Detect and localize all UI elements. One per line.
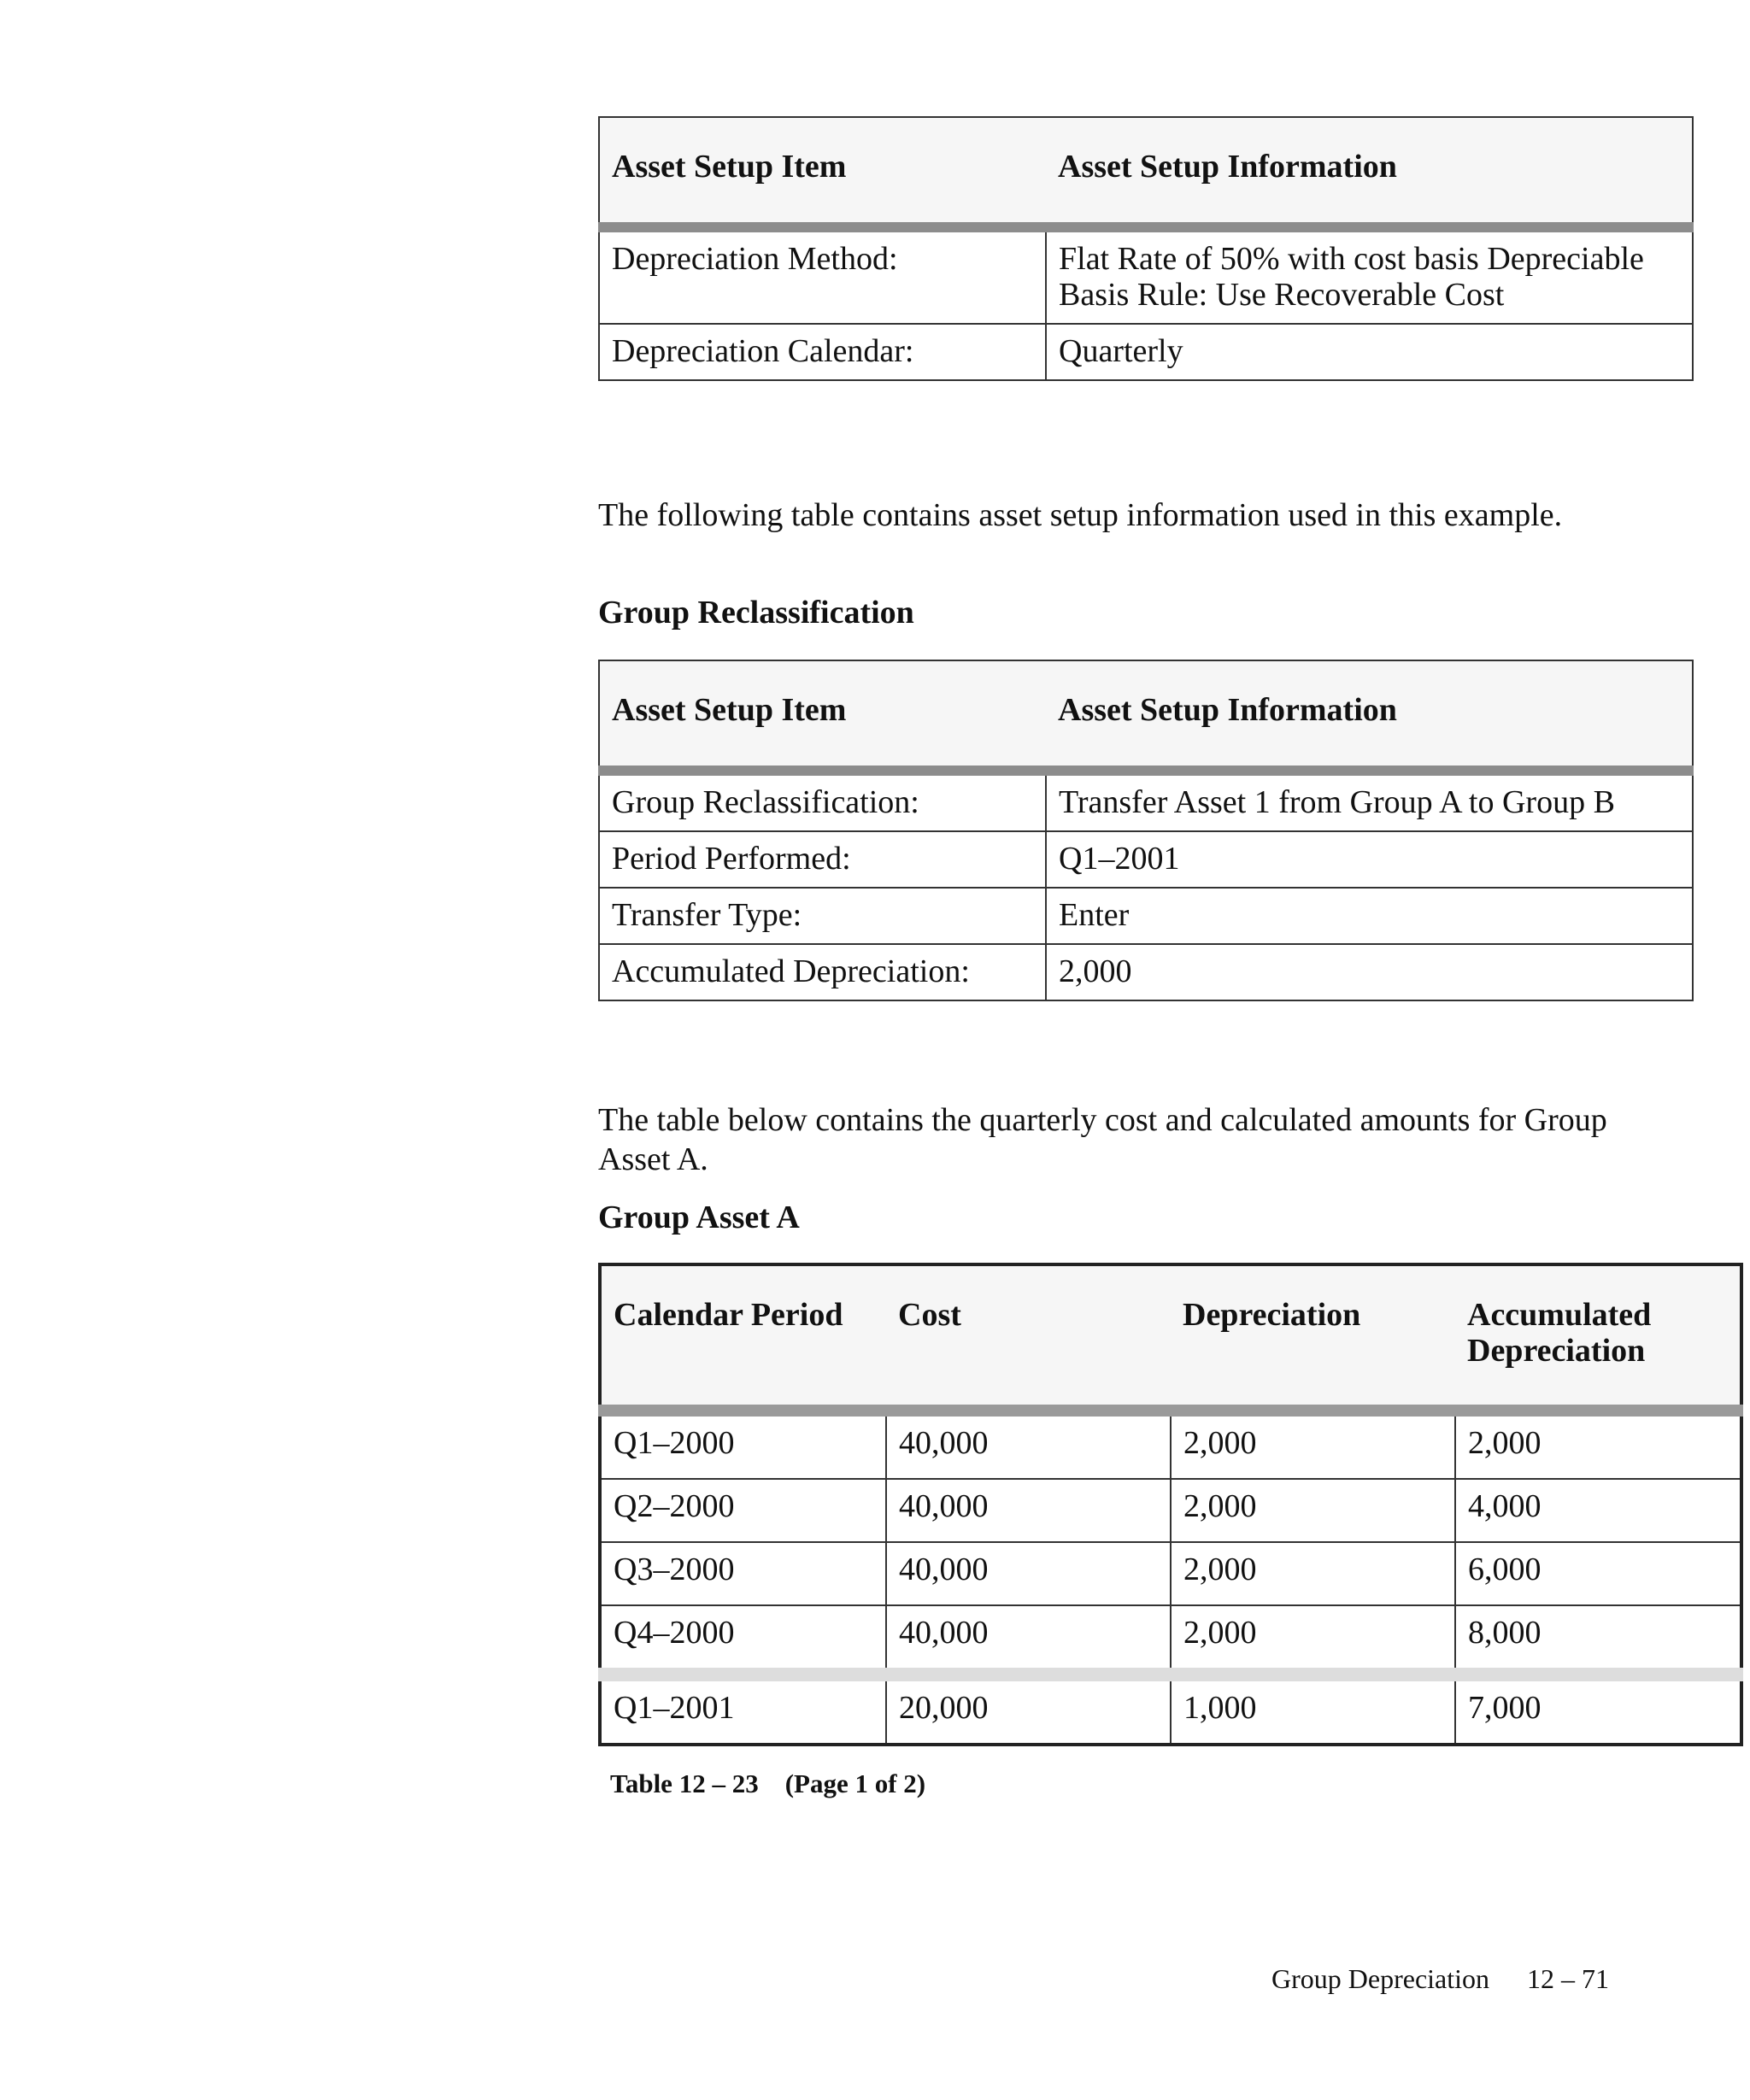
table-cell: Quarterly: [1046, 324, 1693, 380]
table-cell: Flat Rate of 50% with cost basis Depreciable Basis Rule: Use Recoverable Cost: [1046, 227, 1693, 324]
group-asset-a-table: [598, 1263, 1743, 1746]
table-cell: 1,000: [1171, 1675, 1455, 1745]
paragraph-2: The table below contains the quarterly cost and calculated amounts for Group Asset A.: [598, 1102, 1607, 1177]
column-header: Accumulated Depreciation: [1455, 1264, 1741, 1411]
table-cell: 40,000: [886, 1605, 1171, 1675]
table-cell: 2,000: [1046, 944, 1693, 1000]
heading-group-reclassification: Group Reclassification: [598, 595, 914, 631]
column-header: Cost: [886, 1264, 1171, 1411]
column-header: Depreciation: [1171, 1264, 1455, 1411]
table-cell: Group Reclassification:: [599, 771, 1046, 831]
table-header-row: [599, 117, 1693, 227]
table-cell: 40,000: [886, 1542, 1171, 1605]
table-row: [599, 324, 1693, 380]
table-cell: Period Performed:: [599, 831, 1046, 888]
asset-setup-table-2: [598, 660, 1694, 1001]
table-row: [600, 1542, 1741, 1605]
table-cell: Q2–2000: [600, 1479, 886, 1542]
heading-group-asset-a: Group Asset A: [598, 1200, 800, 1235]
table-cell: Q1–2001: [1046, 831, 1693, 888]
table-row: [600, 1605, 1741, 1675]
table-row: [600, 1479, 1741, 1542]
table-header-row: [599, 660, 1693, 771]
footer-section-title: Group Depreciation: [1271, 1963, 1490, 1994]
table-cell: Enter: [1046, 888, 1693, 944]
table-cell: 4,000: [1455, 1479, 1741, 1542]
table-row: [599, 944, 1693, 1000]
table-cell: Q1–2000: [600, 1411, 886, 1479]
table-cell: 2,000: [1171, 1411, 1455, 1479]
column-header: Asset Setup Information: [1046, 660, 1693, 771]
setup-table-1: [598, 116, 1642, 381]
paragraph-1: The following table contains asset setup information used in this example.: [598, 497, 1563, 533]
table-cell: 6,000: [1455, 1542, 1741, 1605]
group-asset-a-table-block: [598, 1263, 1652, 1746]
table-row: [599, 831, 1693, 888]
column-header: Asset Setup Item: [599, 117, 1046, 227]
table-header-row: [600, 1264, 1741, 1411]
column-header: Asset Setup Information: [1046, 117, 1693, 227]
table-cell: 8,000: [1455, 1605, 1741, 1675]
column-header: Asset Setup Item: [599, 660, 1046, 771]
table-cell: 2,000: [1171, 1479, 1455, 1542]
table-cell: Q4–2000: [600, 1605, 886, 1675]
table-row: [600, 1675, 1741, 1745]
table-cell: 40,000: [886, 1411, 1171, 1479]
setup-table-2: [598, 660, 1642, 1001]
table-cell: 40,000: [886, 1479, 1171, 1542]
table-row: [599, 771, 1693, 831]
table-cell: Accumulated Depreciation:: [599, 944, 1046, 1000]
table-row: [599, 227, 1693, 324]
footer-page-number: 12 – 71: [1527, 1963, 1610, 1994]
table-row: [599, 888, 1693, 944]
table-cell: Transfer Asset 1 from Group A to Group B: [1046, 771, 1693, 831]
table-cell: 2,000: [1171, 1542, 1455, 1605]
table-caption: Table 12 – 23 (Page 1 of 2): [610, 1769, 926, 1798]
table-cell: 2,000: [1455, 1411, 1741, 1479]
table-cell: Q3–2000: [600, 1542, 886, 1605]
table-cell: 2,000: [1171, 1605, 1455, 1675]
table-cell: Depreciation Method:: [599, 227, 1046, 324]
asset-setup-table-1: [598, 116, 1694, 381]
table-cell: Q1–2001: [600, 1675, 886, 1745]
column-header: Calendar Period: [600, 1264, 886, 1411]
table-cell: 7,000: [1455, 1675, 1741, 1745]
table-cell: 20,000: [886, 1675, 1171, 1745]
table-cell: Transfer Type:: [599, 888, 1046, 944]
page-footer: [1271, 1963, 1609, 1995]
table-cell: Depreciation Calendar:: [599, 324, 1046, 380]
table-row: [600, 1411, 1741, 1479]
